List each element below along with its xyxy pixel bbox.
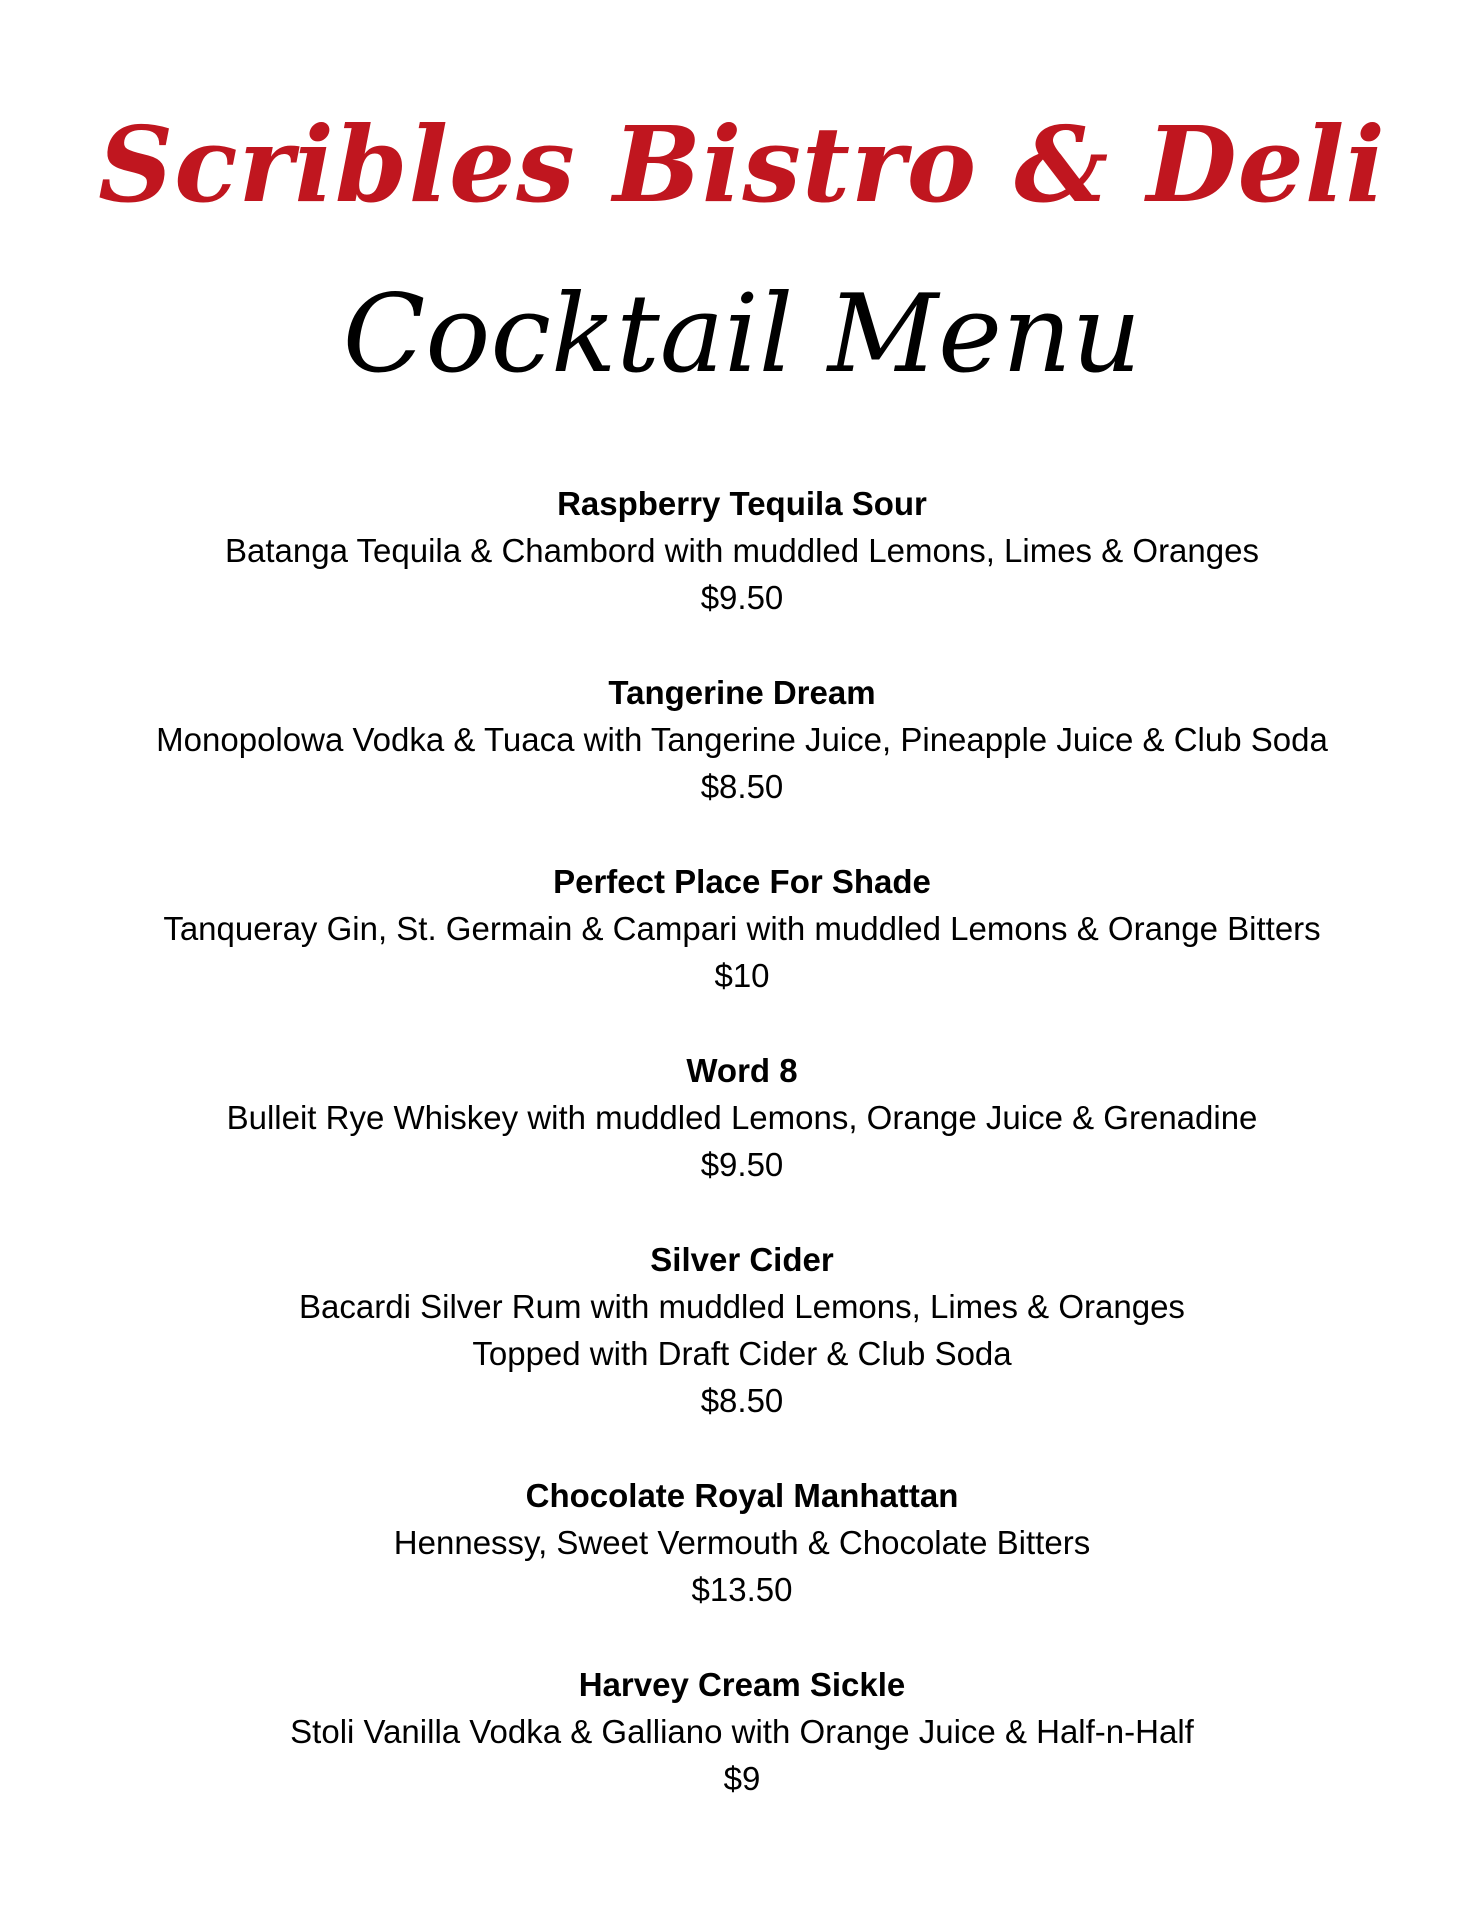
item-name: Raspberry Tequila Sour [557,485,927,522]
menu-item [0,1236,1484,1424]
item-name: Silver Cider [650,1241,834,1278]
item-name: Chocolate Royal Manhattan [525,1477,959,1514]
cocktail-list [0,480,1484,1850]
item-description: Batanga Tequila & Chambord with muddled Lemons, Limes & Oranges [225,532,1259,569]
item-description: Stoli Vanilla Vodka & Galliano with Orange Juice & Half-n-Half [290,1713,1194,1750]
item-price: $9.50 [700,579,784,616]
menu-item [0,480,1484,621]
item-price: $8.50 [700,1382,784,1419]
menu-item [0,1047,1484,1188]
item-price: $10 [714,957,770,994]
item-description: Bacardi Silver Rum with muddled Lemons, Limes & Oranges [299,1288,1185,1325]
item-price: $8.50 [700,768,784,805]
restaurant-name: Scribles Bistro & Deli [98,103,1386,226]
item-description: Topped with Draft Cider & Club Soda [472,1335,1012,1372]
menu-item [0,669,1484,810]
item-name: Word 8 [686,1052,798,1089]
item-price: $9 [723,1760,761,1797]
item-price: $13.50 [691,1571,793,1608]
menu-item [0,1472,1484,1613]
item-price: $9.50 [700,1146,784,1183]
item-name: Perfect Place For Shade [553,863,931,900]
menu-item [0,1661,1484,1802]
item-description: Tanqueray Gin, St. Germain & Campari with muddled Lemons & Orange Bitters [163,910,1321,947]
item-name: Harvey Cream Sickle [578,1666,906,1703]
item-description: Bulleit Rye Whiskey with muddled Lemons, Orange Juice & Grenadine [226,1099,1258,1136]
menu-title: Cocktail Menu [342,272,1142,397]
item-description: Hennessy, Sweet Vermouth & Chocolate Bitters [393,1524,1091,1561]
item-name: Tangerine Dream [608,674,876,711]
item-description: Monopolowa Vodka & Tuaca with Tangerine Juice, Pineapple Juice & Club Soda [156,721,1328,758]
menu-item [0,858,1484,999]
